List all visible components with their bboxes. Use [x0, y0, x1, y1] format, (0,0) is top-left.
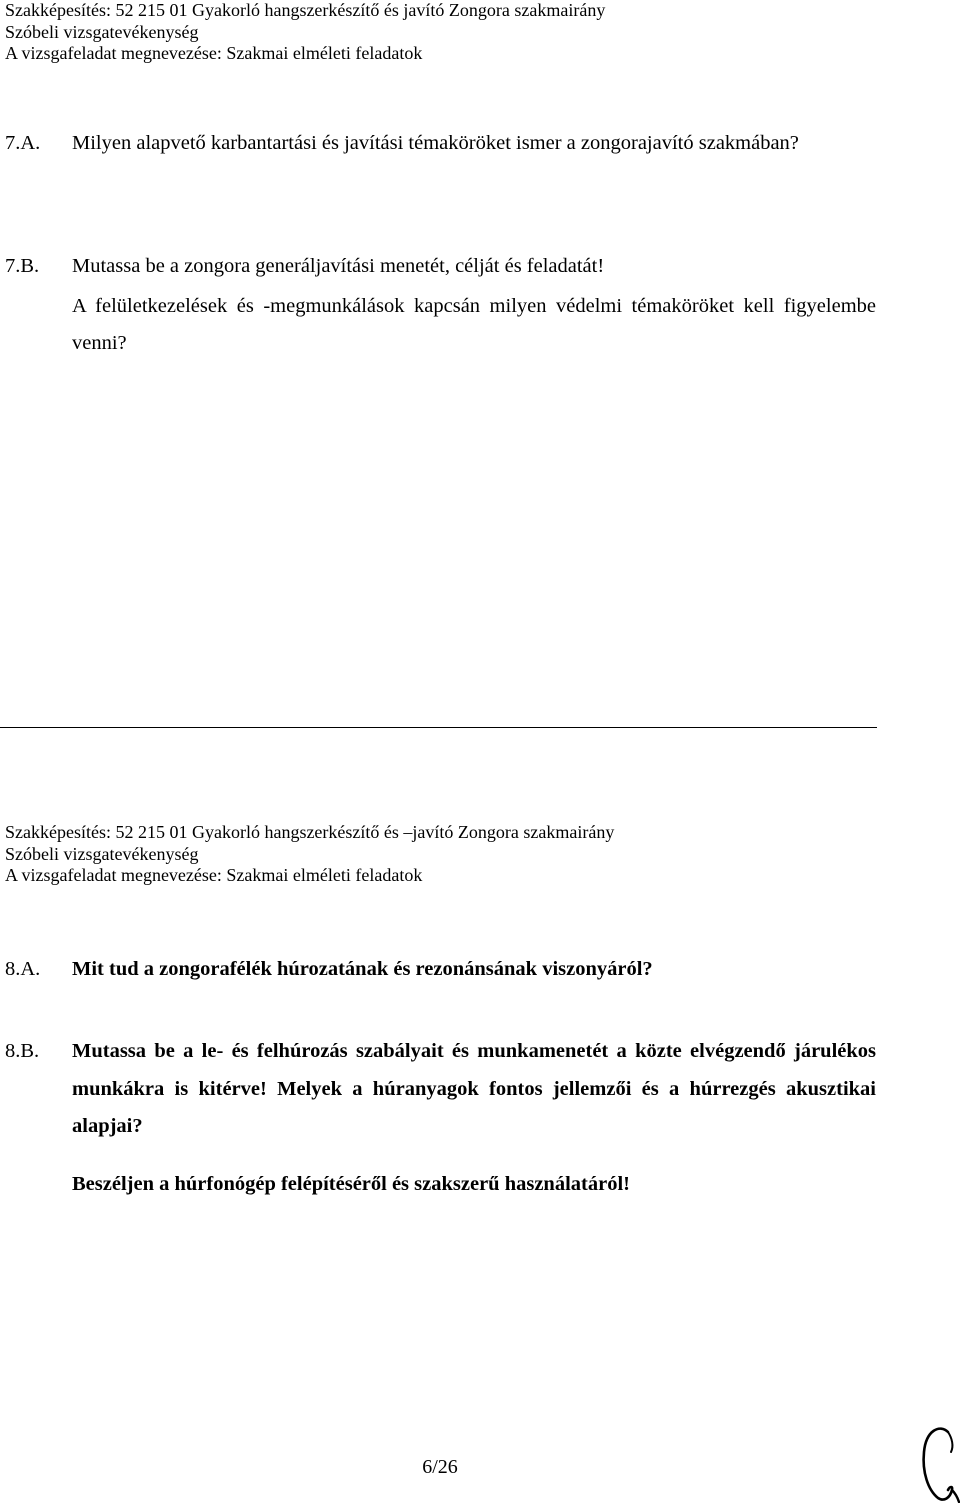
question-8a — [5, 951, 876, 989]
header-task-name: A vizsgafeladat megnevezése: Szakmai elméleti feladatok — [5, 865, 423, 885]
header-qualification: Szakképesítés: 52 215 01 Gyakorló hangszerkészítő és –javító Zongora szakmairány — [5, 822, 615, 842]
question-number: 7.B. — [5, 255, 40, 277]
question-8b — [5, 1033, 876, 1203]
question-number: 8.A. — [5, 958, 41, 980]
question-text: Mutassa be a zongora generáljavítási menetét, célját és feladatát! — [72, 255, 605, 277]
question-number: 7.A. — [5, 132, 41, 154]
header-task-name: A vizsgafeladat megnevezése: Szakmai elméleti feladatok — [5, 43, 423, 63]
signature-mark — [918, 1420, 960, 1503]
question-text: Mutassa be a le- és felhúrozás szabályait és munkamenetét a közte elvégzendő járulékos munkákra is kitérve! Melyek a húranyagok fontos jellemzői és a húrrezgés akusztikai alapjai? — [72, 1040, 876, 1137]
question-text: Beszéljen a húrfonógép felépítéséről és szakszerű használatáról! — [72, 1172, 630, 1195]
question-text: A felületkezelések és -megmunkálások kapcsán milyen védelmi témaköröket kell figyelembe venni? — [72, 294, 876, 354]
header-activity: Szóbeli vizsgatevékenység — [5, 843, 199, 864]
page-divider — [0, 727, 877, 728]
page-number: 6/26 — [422, 1456, 458, 1478]
header-qualification: Szakképesítés: 52 215 01 Gyakorló hangszerkészítő és javító Zongora szakmairány — [5, 0, 606, 20]
question-text: Mit tud a zongorafélék húrozatának és rezonánsának viszonyáról? — [72, 958, 653, 980]
question-number: 8.B. — [5, 1040, 40, 1062]
page-header-bottom — [5, 822, 614, 887]
header-activity: Szóbeli vizsgatevékenység — [5, 21, 199, 42]
page-header-top — [5, 0, 605, 65]
question-7b — [5, 248, 876, 363]
question-7a — [5, 125, 876, 163]
question-text: Milyen alapvető karbantartási és javítási témaköröket ismer a zongorajavító szakmában? — [72, 132, 799, 154]
